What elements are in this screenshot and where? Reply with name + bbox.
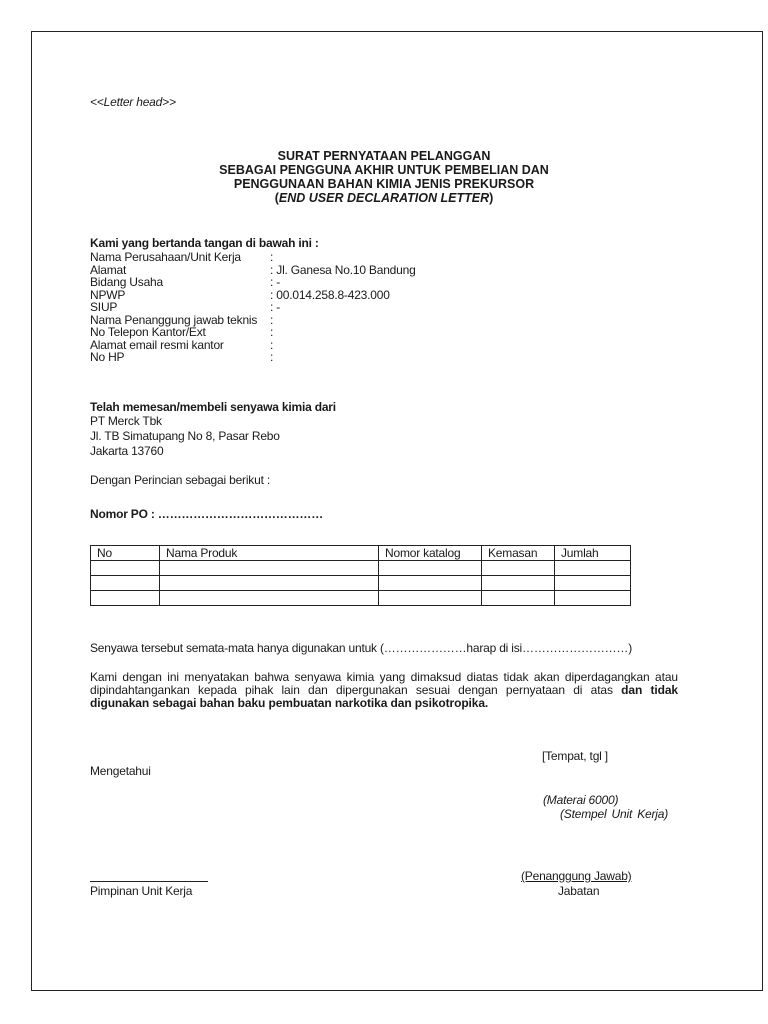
column-header-quantity: Jumlah [555, 546, 631, 561]
head-of-unit-label: Pimpinan Unit Kerja [90, 884, 193, 898]
field-label: Bidang Usaha [90, 275, 163, 289]
field-label: Nama Perusahaan/Unit Kerja [90, 250, 241, 264]
title-line-1: SURAT PERNYATAAN PELANGGAN [277, 149, 491, 163]
declaration-text: Kami dengan ini menyatakan bahwa senyawa kimia yang dimaksud diatas tidak akan diperdagangkan atau dipindahtangankan kepada pihak lain dan dipergunakan sesuai dengan pernyataan di atas [90, 670, 678, 697]
signature-line [90, 881, 208, 882]
field-value: : 00.014.258.8-423.000 [270, 287, 390, 302]
place-date-placeholder: [Tempat, tgl ] [542, 749, 608, 763]
company-stamp-label: (Stempel Unit Kerja) [560, 807, 669, 821]
product-table [90, 545, 631, 606]
table-row [91, 576, 631, 591]
field-label: Nama Penanggung jawab teknis [90, 312, 258, 327]
field-value: : Jl. Ganesa No.10 Bandung [270, 262, 416, 277]
field-label: SIUP [90, 300, 118, 314]
supplier-address-1: Jl. TB Simatupang No 8, Pasar Rebo [90, 429, 280, 443]
table-row [91, 591, 631, 606]
field-value: : [270, 337, 274, 352]
responsible-person-label: (Penanggung Jawab) [521, 869, 632, 883]
usage-statement: Senyawa tersebut semata-mata hanya digunakan untuk (…………………harap di isi………………………) [90, 641, 633, 655]
field-label: Alamat [90, 262, 127, 277]
title-line-3: PENGGUNAAN BAHAN KIMIA JENIS PREKURSOR [233, 177, 535, 191]
field-label: No Telepon Kantor/Ext [90, 325, 206, 339]
table-cell [160, 576, 379, 591]
table-cell [160, 591, 379, 606]
table-cell [160, 561, 379, 576]
stamp-duty-label: (Materai 6000) [543, 793, 619, 807]
field-label: Alamat email resmi kantor [90, 337, 224, 352]
table-cell [555, 591, 631, 606]
table-cell [555, 561, 631, 576]
table-cell [379, 576, 482, 591]
field-value: : - [270, 300, 281, 314]
declaration-bold-text: dan tidak digunakan sebagai bahan baku pembuatan narkotika dan psikotropika. [90, 683, 678, 710]
letterhead-placeholder: <<Letter head>> [90, 95, 176, 109]
field-value: : [270, 312, 274, 327]
title-english: END USER DECLARATION LETTER [278, 191, 490, 205]
intro-heading: Kami yang bertanda tangan di bawah ini : [90, 236, 319, 250]
field-value: : [270, 250, 274, 264]
title-line-2: SEBAGAI PENGGUNA AKHIR UNTUK PEMBELIAN DAN [219, 163, 549, 177]
title-paren-close: ) [489, 191, 494, 205]
acknowledged-label: Mengetahui [90, 764, 151, 778]
title-line-4 [0, 192, 768, 206]
column-header-no: No [91, 546, 160, 561]
supplier-heading: Telah memesan/membeli senyawa kimia dari [90, 400, 336, 414]
table-cell [91, 561, 160, 576]
supplier-address-2: Jakarta 13760 [90, 444, 164, 458]
column-header-package: Kemasan [482, 546, 555, 561]
table-cell [91, 576, 160, 591]
field-label: No HP [90, 350, 125, 364]
details-intro: Dengan Perincian sebagai berikut : [90, 473, 270, 487]
table-cell [379, 591, 482, 606]
table-row [91, 561, 631, 576]
field-value: : [270, 350, 274, 364]
column-header-catalog: Nomor katalog [379, 546, 482, 561]
table-header-row [91, 546, 631, 561]
field-value: : [270, 325, 274, 339]
declaration-paragraph [90, 671, 678, 710]
table-cell [555, 576, 631, 591]
supplier-name: PT Merck Tbk [90, 414, 162, 428]
title-paren-open: ( [274, 191, 279, 205]
table-cell [91, 591, 160, 606]
column-header-product: Nama Produk [160, 546, 379, 561]
table-cell [482, 591, 555, 606]
field-value: : - [270, 275, 281, 289]
position-label: Jabatan [558, 884, 600, 898]
po-number-label: Nomor PO : …………………………………… [90, 507, 324, 521]
table-cell [379, 561, 482, 576]
table-cell [482, 561, 555, 576]
field-label: NPWP [90, 287, 126, 302]
table-cell [482, 576, 555, 591]
